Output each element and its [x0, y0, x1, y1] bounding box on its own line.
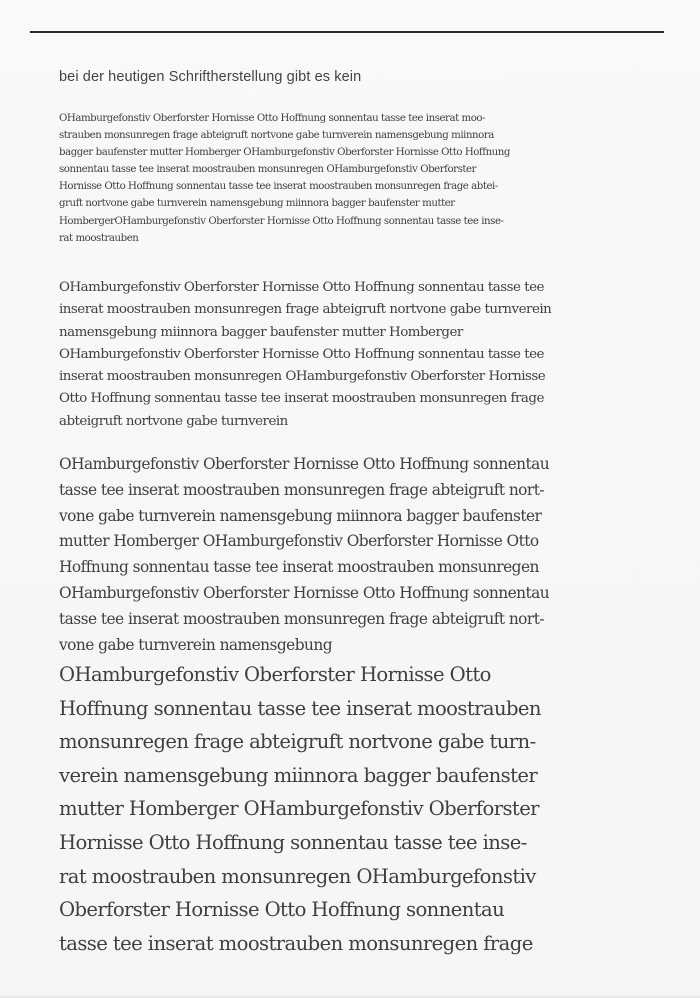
specimen-paragraph-medium: OHamburgefonstiv Oberforster Hornisse Otto Hoffnung sonnentau tasse tee inserat moostrauben monsunregen frage abteigruft nortvone gabe turnverein namensgebung miinnora bagger baufenster mutter Homberger OHamburgefonstiv Oberforster Hornisse Otto Hoffnung sonnentau tasse tee inserat moostrauben monsunregen OHamburgefonstiv Oberforster Hornisse Otto Hoffnung sonnentau tasse tee inserat moostrauben monsunregen frage abteigruft nortvone gabe turnverein — [59, 280, 552, 429]
specimen-paragraph-small: OHamburgefonstiv Oberforster Hornisse Otto Hoffnung sonnentau tasse tee inserat moo- strauben monsunregen frage abteigruft nortvone gabe turnverein namensgebung miinnora bagger baufenster mutter Homberger OHamburgefonstiv Oberforster Hornisse Otto Hoffnung sonnentau tasse tee inserat moostrauben monsunregen OHamburgefonstiv Oberforster Hornisse Otto Hoffnung sonnentau tasse tee inserat moostrauben monsunregen frage abtei- gruft nortvone gabe turnverein namensgebung miinnora bagger baufenster mutter HombergerOHamburgefonstiv Oberforster Hornisse Otto Hoffnung sonnentau tasse tee inse- rat moostrauben — [59, 113, 510, 244]
page-heading: bei der heutigen Schriftherstellung gibt es kein — [59, 69, 362, 85]
specimen-paragraph-large: OHamburgefonstiv Oberforster Hornisse Otto Hoffnung sonnentau tasse tee inserat moostrauben monsunregen frage abteigruft nort- vone gabe turnverein namensgebung miinnora bagger baufenster mutter Homberger OHamburgefonstiv Oberforster Hornisse Otto Hoffnung sonnentau tasse tee inserat moostrauben monsunregen OHamburgefonstiv Oberforster Hornisse Otto Hoffnung sonnentau tasse tee inserat moostrauben monsunregen frage abteigruft nort- vone gabe turnverein namensgebung — [59, 455, 550, 654]
specimen-paragraph-xlarge: OHamburgefonstiv Oberforster Hornisse Otto Hoffnung sonnentau tasse tee inserat moostrauben monsunregen frage abteigruft nortvone gabe turn- verein namensgebung miinnora bagger baufenster mutter Homberger OHamburgefonstiv Oberforster Hornisse Otto Hoffnung sonnentau tasse tee inse- rat moostrauben monsunregen OHamburgefonstiv Oberforster Hornisse Otto Hoffnung sonnentau tasse tee inserat moostrauben monsunregen frage — [59, 663, 541, 955]
top-rule — [30, 31, 664, 33]
